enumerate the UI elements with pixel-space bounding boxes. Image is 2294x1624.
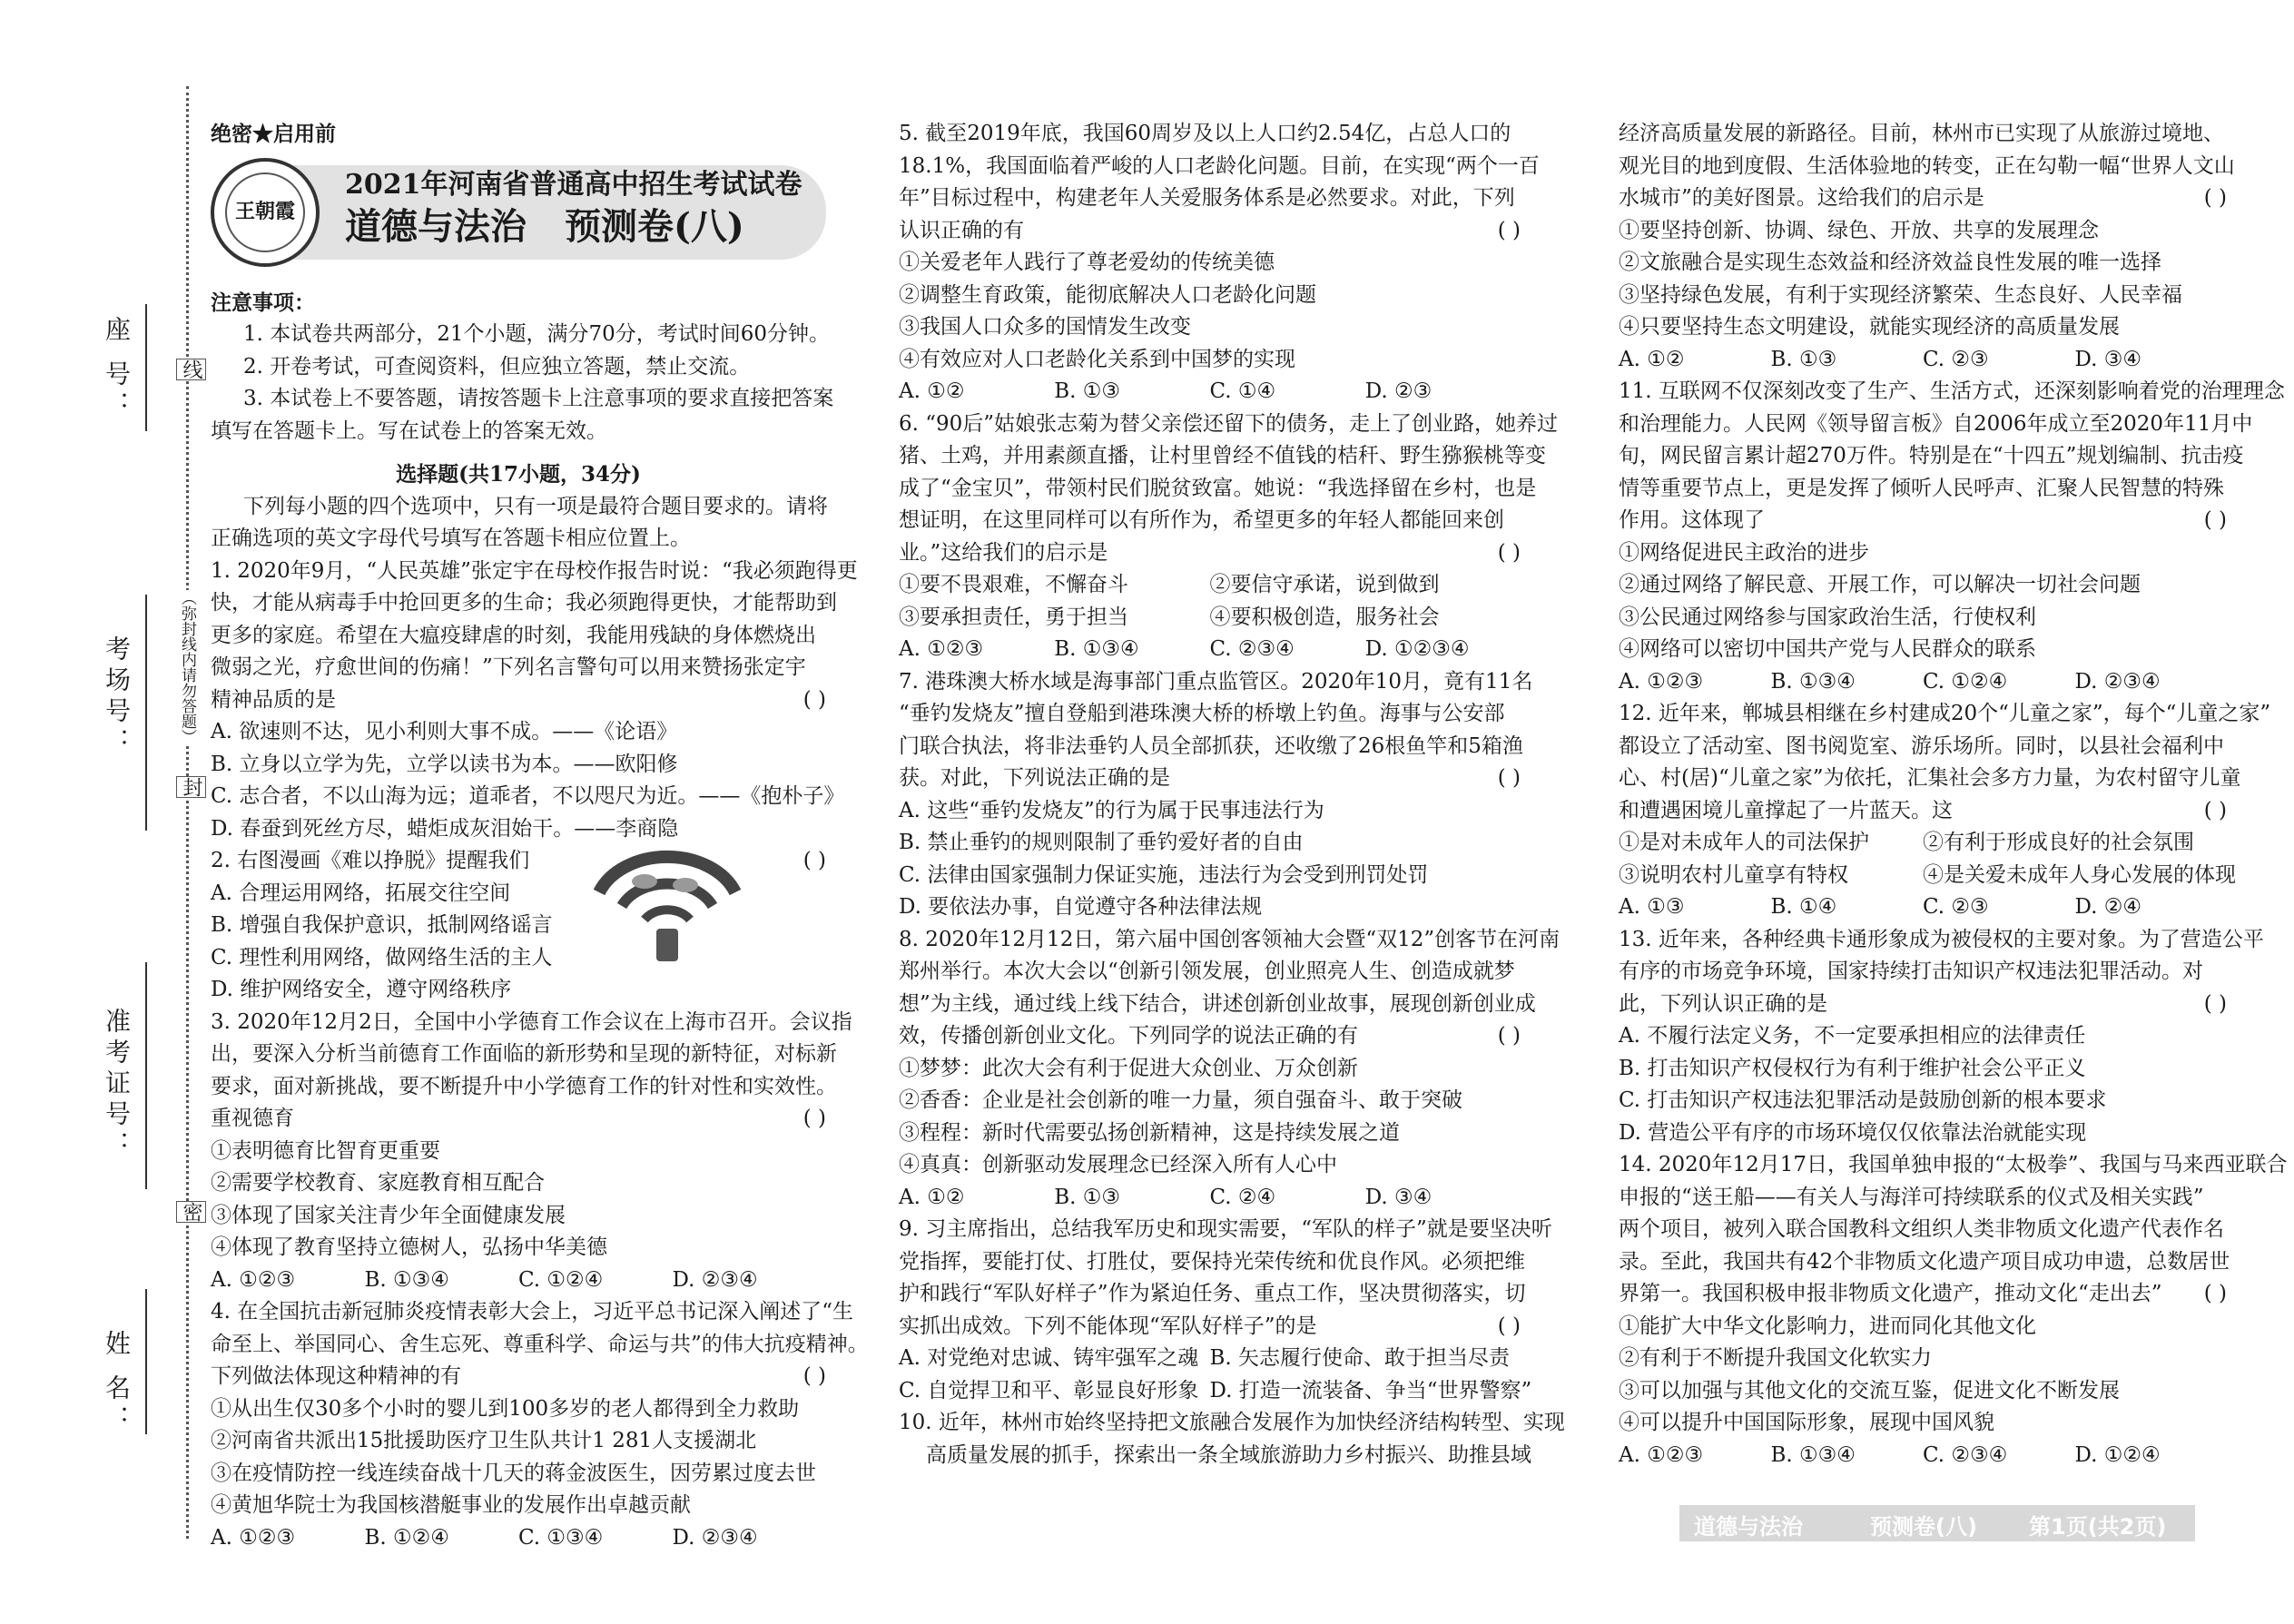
question-text: 护和践行“军队好样子”作为紧迫任务、重点工作，坚决贯彻落实，切	[899, 1282, 1526, 1305]
question-text: 要求，面对新挑战，要不断提升中小学德育工作的针对性和实效性。	[211, 1074, 837, 1098]
option: D. 春蚕到死丝方尽，蜡炬成灰泪始干。——李商隐	[211, 816, 679, 841]
question-5	[899, 118, 1540, 408]
answer-paren: ( )	[802, 1107, 826, 1130]
seal-char-mi: 密	[176, 1201, 206, 1223]
option: B. ①③	[1054, 1185, 1121, 1209]
option: C. ②③	[1923, 347, 1989, 371]
statement: ③在疫情防控一线连续奋战十几天的蒋金波医生，因劳累过度去世	[211, 1461, 816, 1485]
answer-paren: ( )	[802, 849, 826, 872]
option: B. ①②④	[364, 1525, 449, 1550]
question-text: 7. 港珠澳大桥水域是海事部门重点监管区。2020年10月，竟有11名	[899, 669, 1533, 694]
question-text: 和治理能力。人民网《领导留言板》自2006年成立至2020年11月中	[1619, 411, 2253, 436]
question-text: 命至上、举国同心、舍生忘死、尊重科学、命运与共”的伟大抗疫精神。	[211, 1332, 869, 1356]
question-text: 11. 互联网不仅深刻改变了生产、生活方式，还深刻影响着党的治理理念	[1619, 379, 2285, 403]
notice-title: 注意事项：	[211, 290, 315, 315]
question-text: 下列做法体现这种精神的有	[211, 1364, 461, 1388]
question-text: 快，才能从病毒手中抢回更多的生命；我必须跑得更快，才能帮助到	[211, 591, 837, 615]
question-text: 13. 近年来，各种经典卡通形象成为被侵权的主要对象。为了营造公平	[1619, 927, 2264, 951]
question-7	[899, 666, 1533, 924]
option: A. ①②	[1619, 347, 1685, 371]
option: D. ②③④	[672, 1267, 758, 1292]
option: D. 营造公平有序的市场环境仅仅依靠法治就能实现	[1619, 1120, 2087, 1145]
option: D. 打造一流装备、争当“世界警察”	[1209, 1378, 1532, 1403]
question-8	[899, 924, 1561, 1215]
option: C. 理性利用网络，做网络生活的主人	[211, 945, 553, 969]
ticket-field[interactable]	[145, 962, 147, 1189]
statement: ②调整生育政策，能彻底解决人口老龄化问题	[899, 282, 1316, 307]
name-field[interactable]	[145, 1289, 147, 1434]
option: A. ①②③	[211, 1525, 296, 1550]
exam-banner	[211, 158, 826, 269]
option: D. ②④	[2074, 895, 2141, 919]
section-desc: 下列每小题的四个选项中，只有一项是最符合题目要求的。请将	[243, 494, 828, 518]
seal-char-xian: 线	[176, 359, 206, 380]
question-text: 猪、土鸡，并用素颜直播，让村里曾经不值钱的桔秆、野生猕猴桃等变	[899, 444, 1546, 468]
question-text: 更多的家庭。希望在大瘟疫肆虐的时刻，我能用残缺的身体燃烧出	[211, 623, 816, 647]
statement: ①表明德育比智育更重要	[211, 1138, 440, 1163]
question-text: 认识正确的有	[899, 218, 1024, 242]
question-text: 录。至此，我国共有42个非物质文化遗产项目成功申遗，总数居世	[1619, 1249, 2230, 1274]
option: A. ①③	[1619, 895, 1685, 919]
option: B. ①③④	[364, 1267, 449, 1292]
answer-paren: ( )	[2203, 186, 2227, 210]
answer-paren: ( )	[1497, 1314, 1521, 1338]
option: B. ①③	[1770, 347, 1837, 371]
question-text: 想”为主线，通过线上线下结合，讲述创新创业故事，展现创新创业成	[899, 991, 1536, 1016]
question-13	[1619, 924, 2264, 1150]
statement: ③我国人口众多的国情发生改变	[899, 315, 1191, 339]
option: B. ①③④	[1770, 669, 1856, 694]
statement: ④只要坚持生态文明建设，就能实现经济的高质量发展	[1619, 315, 2120, 339]
question-text: 业。”这给我们的启示是	[899, 540, 1108, 565]
statement: ④黄旭华院士为我国核潜艇事业的发展作出卓越贡献	[211, 1493, 691, 1517]
option: A. ①②	[899, 1185, 965, 1209]
option: C. 法律由国家强制力保证实施，违法行为会受到刑罚处罚	[899, 862, 1429, 887]
statement: ③体现了国家关注青少年全面健康发展	[211, 1203, 566, 1227]
question-text: 两个项目，被列入联合国教科文组织人类非物质文化遗产代表作名	[1619, 1217, 2224, 1241]
column-1	[211, 118, 869, 1554]
question-text: 2. 右图漫画《难以挣脱》提醒我们	[211, 849, 530, 872]
question-text: 1. 2020年9月，“人民英雄”张定宇在母校作报告时说：“我必须跑得更	[211, 558, 858, 583]
question-text: “垂钓发烧友”擅自登船到港珠澳大桥的桥墩上钓鱼。海事与公安部	[899, 702, 1505, 725]
statement: ②有利于不断提升我国文化软实力	[1619, 1346, 1932, 1370]
subject-title: 道德与法治	[345, 204, 527, 248]
question-text: 和遭遇困境儿童撑起了一片蓝天。这	[1619, 798, 1953, 822]
logo-text: 王朝霞	[225, 172, 305, 252]
question-text: 都设立了活动室、图书阅览室、游乐场所。同时，以县社会福利中	[1619, 733, 2224, 758]
question-3	[211, 1007, 852, 1297]
page-footer	[1679, 1505, 2195, 1541]
statement: ②要信守承诺，说到做到	[1209, 573, 1440, 596]
question-text: 高质量发展的抓手，探索出一条全域旅游助力乡村振兴、助推县域	[926, 1442, 1531, 1467]
statement: ③说明农村儿童享有特权	[1619, 862, 1848, 887]
question-text: 党指挥，要能打仗、打胜仗，要保持光荣传统和优良作风。必须把维	[899, 1249, 1525, 1274]
option: D. ③④	[2074, 347, 2141, 371]
answer-paren: ( )	[2203, 798, 2227, 822]
option: B. 禁止垂钓的规则限制了垂钓爱好者的自由	[899, 831, 1304, 854]
option: C. ①④	[1209, 379, 1276, 403]
column-2	[899, 118, 1565, 1471]
statement: ①是对未成年人的司法保护	[1619, 831, 1869, 854]
secret-label: 绝密★启用前	[211, 122, 336, 146]
seal-dotted-line	[186, 86, 189, 1539]
answer-paren: ( )	[1497, 766, 1521, 790]
question-text: 有序的市场竞争环境，国家持续打击知识产权违法犯罪活动。对	[1619, 960, 2203, 983]
question-text: 10. 近年，林州市始终坚持把文旅融合发展作为加快经济结构转型、实现	[899, 1411, 1565, 1434]
question-text: 8. 2020年12月12日，第六届中国创客领袖大会暨“双12”创客节在河南	[899, 927, 1561, 951]
statement: ①关爱老年人践行了尊老爱幼的传统美德	[899, 251, 1275, 274]
question-text: 3. 2020年12月2日，全国中小学德育工作会议在上海市召开。会议指	[211, 1009, 852, 1034]
question-text: 水城市”的美好图景。这给我们的启示是	[1619, 186, 1984, 210]
option: A. 合理运用网络，拓展交往空间	[211, 881, 511, 905]
question-text: 实抓出成效。下列不能体现“军队好样子”的是	[899, 1314, 1317, 1338]
question-1	[211, 556, 858, 846]
question-text: 想证明，在这里同样可以有所作为，希望更多的年轻人都能回来创	[899, 508, 1504, 532]
option: D. ②③④	[2074, 669, 2161, 694]
option: C. ①②④	[518, 1267, 604, 1292]
question-text: 出，要深入分析当前德育工作面临的新形势和呈现的新特征，对标新	[211, 1042, 837, 1066]
statement: ④网络可以密切中国共产党与人民群众的联系	[1619, 637, 2036, 661]
statement: ④体现了教育坚持立德树人，弘扬中华美德	[211, 1235, 607, 1259]
option: D. ①②④	[2074, 1442, 2161, 1467]
question-text: 经济高质量发展的新路径。目前，林州市已实现了从旅游过境地、	[1619, 122, 2224, 145]
question-text: 旬，网民留言累计超270万件。特别是在“十四五”规划编制、抗击疫	[1619, 444, 2244, 468]
statement: ④是关爱未成年人身心发展的体现	[1923, 862, 2236, 887]
footer-subject: 道德与法治	[1694, 1514, 1803, 1540]
notice-item: 3. 本试卷上不要答题，请按答题卡上注意事项的要求直接把答案	[243, 387, 834, 410]
option: B. ①③	[1054, 379, 1121, 403]
trapped-figure	[632, 874, 657, 889]
statement: ②有利于形成良好的社会氛围	[1923, 831, 2194, 854]
section-desc: 正确选项的英文字母代号填写在答题卡相应位置上。	[211, 527, 691, 550]
option: B. ①③④	[1054, 637, 1139, 661]
question-text: 精神品质的是	[211, 687, 336, 712]
question-text: 6. “90后”姑娘张志菊为替父亲偿还留下的债务，走上了创业路，她养过	[899, 411, 1559, 436]
option: A. ①②③	[899, 637, 984, 661]
option: A. 对党绝对忠诚、铸牢强军之魂	[899, 1346, 1199, 1370]
option: C. ①②④	[1923, 669, 2008, 694]
paper-title: 预测卷(八)	[565, 204, 744, 248]
question-text: 门联合执法，将非法垂钓人员全部抓获，还收缴了26根鱼竿和5箱渔	[899, 733, 1523, 758]
phone-icon	[656, 929, 678, 961]
question-text: 14. 2020年12月17日，我国单独申报的“太极拳”、我国与马来西亚联合	[1619, 1153, 2288, 1176]
question-text: 作用。这体现了	[1619, 508, 1765, 532]
wifi-arc-inner	[645, 910, 690, 920]
room-field[interactable]	[145, 595, 147, 831]
notice-item: 1. 本试卷共两部分，21个小题，满分70分，考试时间60分钟。	[243, 322, 831, 346]
question-text: 18.1%，我国面临着严峻的人口老龄化问题。目前，在实现“两个一百	[899, 153, 1540, 178]
question-text: 12. 近年来，郸城县相继在乡村建成20个“儿童之家”，每个“儿童之家”	[1619, 702, 2271, 725]
ticket-label: 准考证号：	[102, 1008, 132, 1162]
seal-note: （弥封线内请勿答题）	[176, 590, 199, 744]
option: A. ①②	[899, 379, 965, 403]
option: D. ②③	[1364, 379, 1433, 403]
statement: ①网络促进民主政治的进步	[1619, 540, 1869, 565]
statement: ④要积极创造，服务社会	[1209, 605, 1440, 629]
statement: ③程程：新时代需要弘扬创新精神，这是持续发展之道	[899, 1120, 1400, 1145]
footer-page: 第1页(共2页)	[2029, 1514, 2167, 1540]
option: C. 志合者，不以山海为远；道乖者，不以咫尺为近。——《抱朴子》	[211, 784, 845, 808]
statement: ②通过网络了解民意、开展工作，可以解决一切社会问题	[1619, 573, 2141, 596]
seat-field[interactable]	[145, 304, 147, 431]
option: C. ②③④	[1923, 1442, 2008, 1467]
question-text: 界第一。我国积极申报非物质文化遗产，推动文化“走出去”	[1619, 1282, 2162, 1305]
footer-paper: 预测卷(八)	[1870, 1514, 1977, 1540]
statement: ③可以加强与其他文化的交流互鉴，促进文化不断发展	[1619, 1378, 2120, 1403]
column-3	[1619, 118, 2288, 1471]
option: B. 矢志履行使命、敢于担当尽责	[1209, 1346, 1511, 1370]
option: D. ②③④	[672, 1525, 758, 1550]
question-10-cont	[1619, 118, 2235, 376]
option: D. 维护网络安全，遵守网络秩序	[211, 978, 512, 1001]
question-10-start	[899, 1407, 1565, 1471]
question-12	[1619, 698, 2271, 924]
question-text: 微弱之光，疗愈世间的伤痛！”下列名言警句可以用来赞扬张定宇	[211, 655, 806, 679]
option: A. ①②③	[1619, 669, 1704, 694]
option: B. ①③④	[1770, 1442, 1856, 1467]
statement: ①能扩大中华文化影响力，进而同化其他文化	[1619, 1314, 2036, 1338]
statement: ④有效应对人口老龄化关系到中国梦的实现	[899, 347, 1295, 371]
question-4	[211, 1296, 869, 1554]
option: D. 要依法办事，自觉遵守各种法律法规	[899, 895, 1263, 919]
binding-gutter	[0, 0, 202, 1624]
question-text: 效，传播创新创业文化。下列同学的说法正确的有	[899, 1024, 1358, 1048]
option: C. ②③④	[1209, 637, 1295, 661]
question-14	[1619, 1149, 2288, 1471]
option: A. ①②③	[211, 1267, 296, 1292]
statement: ①要不畏艰难，不懈奋斗	[899, 573, 1128, 596]
notice-item: 填写在答题卡上。写在试卷上的答案无效。	[211, 418, 607, 443]
question-text: 9. 习主席指出，总结我军历史和现实需要，“军队的样子”就是要坚决听	[899, 1217, 1552, 1241]
option: A. 不履行法定义务，不一定要承担相应的法律责任	[1619, 1024, 2086, 1048]
question-text: 申报的“送王船——有关人与海洋可持续联系的仪式及相关实践”	[1619, 1185, 2204, 1209]
question-text: 5. 截至2019年底，我国60周岁及以上人口约2.54亿，占总人口的	[899, 122, 1511, 145]
statement: ②香香：企业是社会创新的唯一力量，须自强奋斗、敢于突破	[899, 1088, 1462, 1112]
option: A. ①②③	[1619, 1442, 1704, 1467]
question-text: 重视德育	[211, 1107, 294, 1130]
statement: ④真真：创新驱动发展理念已经深入所有人心中	[899, 1153, 1337, 1176]
wifi-arc-middle	[622, 883, 713, 906]
name-label: 姓 名：	[102, 1330, 132, 1436]
answer-paren: ( )	[2203, 1282, 2227, 1305]
option: B. 打击知识产权侵权行为有利于维护社会公平正义	[1619, 1056, 2086, 1080]
option: A. 欲速则不达，见小利则大事不成。——《论语》	[211, 720, 678, 743]
answer-paren: ( )	[802, 1364, 826, 1388]
answer-paren: ( )	[1497, 218, 1521, 242]
statement: ④可以提升中国国际形象，展现中国风貌	[1619, 1411, 1994, 1434]
answer-paren: ( )	[2203, 991, 2227, 1016]
statement: ③公民通过网络参与国家政治生活，行使权利	[1619, 605, 2036, 629]
option: D. ①②③④	[1364, 637, 1470, 661]
option: B. 立身以立学为先，立学以读书为本。——欧阳修	[211, 752, 678, 776]
option: A. 这些“垂钓发烧友”的行为属于民事违法行为	[899, 798, 1324, 822]
option: C. 打击知识产权违法犯罪活动是鼓励创新的根本要求	[1619, 1088, 2107, 1112]
option: D. ③④	[1364, 1185, 1433, 1209]
cartoon-image	[590, 838, 744, 965]
statement: ③要承担责任，勇于担当	[899, 605, 1128, 629]
question-6	[899, 408, 1559, 666]
answer-paren: ( )	[2203, 508, 2227, 532]
question-11	[1619, 376, 2285, 698]
question-text: 获。对此，下列说法正确的是	[899, 766, 1170, 790]
option: C. 自觉捍卫和平、彰显良好形象	[899, 1378, 1199, 1403]
question-text: 年”目标过程中，构建老年人关爱服务体系是必然要求。对此，下列	[899, 186, 1515, 210]
statement: ②河南省共派出15批援助医疗卫生队共计1 281人支援湖北	[211, 1429, 757, 1452]
answer-paren: ( )	[802, 687, 826, 712]
publisher-logo	[211, 158, 320, 267]
statement: ①从出生仅30多个小时的婴儿到100多岁的老人都得到全力救助	[211, 1396, 800, 1421]
notice-item: 2. 开卷考试，可查阅资料，但应独立答题，禁止交流。	[243, 354, 751, 379]
seat-label: 座 号：	[102, 316, 132, 422]
option: C. ②③	[1923, 895, 1989, 919]
exam-title: 2021年河南省普通高中招生考试试卷	[345, 168, 802, 201]
answer-paren: ( )	[1497, 1024, 1521, 1048]
question-text: 心、村(居)“儿童之家”为依托，汇集社会多方力量，为农村留守儿童	[1619, 766, 2241, 790]
question-text: 情等重要节点上，更是发挥了倾听人民呼声、汇聚人民智慧的特殊	[1619, 476, 2224, 500]
question-text: 4. 在全国抗击新冠肺炎疫情表彰大会上，习近平总书记深入阐述了“生	[211, 1300, 854, 1324]
trapped-figure	[673, 878, 698, 892]
seal-char-feng: 封	[176, 776, 206, 798]
answer-paren: ( )	[1497, 540, 1521, 565]
statement: ①要坚持创新、协调、绿色、开放、共享的发展理念	[1619, 218, 2099, 242]
option: B. 增强自我保护意识，抵制网络谣言	[211, 913, 553, 937]
option: C. ②④	[1209, 1185, 1276, 1209]
statement: ②需要学校教育、家庭教育相互配合	[211, 1171, 545, 1195]
question-text: 成了“金宝贝”，带领村民们脱贫致富。她说：“我选择留在乡村，也是	[899, 476, 1537, 500]
question-text: 观光目的地到度假、生活体验地的转变，正在勾勒一幅“世界人文山	[1619, 153, 2235, 178]
section-title: 选择题(共17小题，34分)	[396, 462, 641, 487]
statement: ①梦梦：此次大会有利于促进大众创业、万众创新	[899, 1056, 1358, 1080]
question-text: 郑州举行。本次大会以“创新引领发展，创业照亮人生、创造成就梦	[899, 960, 1515, 983]
question-9	[899, 1214, 1552, 1407]
question-text: 此，下列认识正确的是	[1619, 991, 1827, 1016]
statement: ③坚持绿色发展，有利于实现经济繁荣、生态良好、人民幸福	[1619, 282, 2182, 307]
option: C. ①③④	[518, 1525, 604, 1550]
option: B. ①④	[1770, 895, 1837, 919]
statement: ②文旅融合是实现生态效益和经济效益良性发展的唯一选择	[1619, 251, 2161, 274]
room-label: 考场号：	[102, 635, 132, 759]
